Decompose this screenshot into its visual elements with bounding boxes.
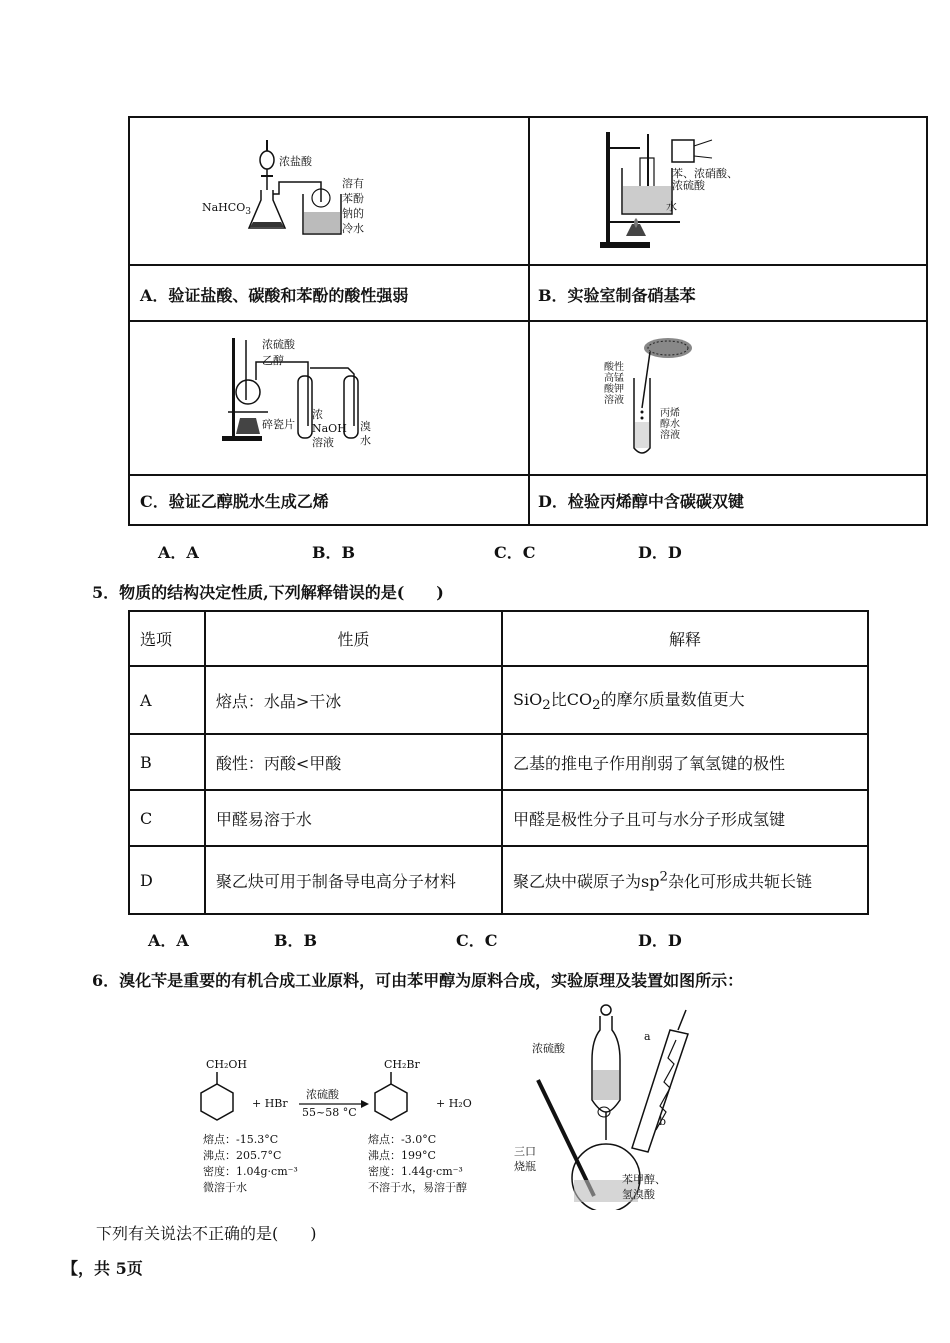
apparatus-c-drawing <box>218 330 378 450</box>
page-footer: 【，共 5页 <box>62 1259 143 1278</box>
q5-option-d[interactable]: D．D <box>638 931 682 950</box>
row-explanation: SiO$_2$比$CO_2$的摩尔质量数值更大 <box>502 666 868 734</box>
label-three-neck-flask: 三口 烧瓶 <box>514 1145 536 1173</box>
caption-d: D．检验丙烯醇中含碳碳双键 <box>538 492 744 511</box>
label-ethanol: 乙醇 <box>262 354 284 367</box>
label-water: 水 <box>666 200 677 213</box>
row-property: 酸性：丙酸<甲酸 <box>205 734 502 790</box>
label-benzene-mix: 苯、浓硝酸、 浓硫酸 <box>672 167 738 192</box>
apparatus-a-drawing <box>195 132 395 248</box>
plus-water: + H₂O <box>436 1097 472 1110</box>
label-conc-h2so4-q6: 浓硫酸 <box>532 1042 565 1055</box>
row-property: 甲醛易溶于水 <box>205 790 502 846</box>
row-option: C <box>129 790 205 846</box>
row-option: B <box>129 734 205 790</box>
label-bromine-water: 溴 水 <box>360 420 371 447</box>
q5-question: 5．物质的结构决定性质,下列解释错误的是( ) <box>92 583 444 602</box>
product-group: CH₂Br <box>384 1058 420 1071</box>
row-option: A <box>129 666 205 734</box>
row-option: D <box>129 846 205 914</box>
plus-hbr: + HBr <box>252 1097 288 1110</box>
caption-b: B．实验室制备硝基苯 <box>538 286 696 305</box>
header-option: 选项 <box>129 611 205 666</box>
table-row <box>129 666 868 734</box>
table-row <box>129 790 868 846</box>
row-property: 熔点：水晶>干冰 <box>205 666 502 734</box>
q4-option-a[interactable]: A．A <box>158 543 199 562</box>
q4-option-b[interactable]: B．B <box>312 543 356 562</box>
table-header-row <box>129 611 868 666</box>
table-row <box>129 846 868 914</box>
label-nahco3: NaHCO$_3$ <box>202 201 252 218</box>
table-row <box>129 734 868 790</box>
reactant-properties: 熔点：-15.3°C 沸点：205.7°C 密度：1.04g·cm⁻³ 微溶于水 <box>203 1133 298 1194</box>
grid-divider-h2 <box>130 320 926 322</box>
label-allyl-alcohol: 丙烯 醇水 溶液 <box>660 408 680 441</box>
label-porcelain-chips: 碎瓷片 <box>262 418 295 431</box>
header-property: 性质 <box>205 611 502 666</box>
label-conc-h2so4-c: 浓硫酸 <box>262 338 295 351</box>
label-phenoxide-solution: 溶有 苯酚 钠的 冷水 <box>342 177 364 235</box>
row-explanation: 乙基的推电子作用削弱了氧氢键的极性 <box>502 734 868 790</box>
label-a: a <box>644 1030 651 1043</box>
three-neck-flask-apparatus <box>520 1000 720 1210</box>
q5-option-c[interactable]: C．C <box>456 931 498 950</box>
row-explanation: 甲醛是极性分子且可与水分子形成氢键 <box>502 790 868 846</box>
grid-divider-h3 <box>130 474 926 476</box>
q6-subquestion: 下列有关说法不正确的是( ) <box>96 1224 317 1243</box>
grid-divider-h1 <box>130 264 926 266</box>
reactant-group: CH₂OH <box>206 1058 248 1071</box>
q5-table <box>128 610 869 915</box>
q5-option-a[interactable]: A．A <box>148 931 189 950</box>
q6-question: 6．溴化苄是重要的有机合成工业原料，可由苯甲醇为原料合成，实验原理及装置如图所示： <box>92 971 744 990</box>
label-b: b <box>659 1115 667 1128</box>
q4-option-d[interactable]: D．D <box>638 543 682 562</box>
condition-top: 浓硫酸 <box>306 1088 339 1101</box>
row-explanation: 聚乙炔中碳原子为$sp^2$杂化可形成共轭长链 <box>502 846 868 914</box>
caption-c: C．验证乙醇脱水生成乙烯 <box>140 492 329 511</box>
product-properties: 熔点：-3.0°C 沸点：199°C 密度：1.44g·cm⁻³ 不溶于水，易溶于醇 <box>368 1133 467 1194</box>
header-explanation: 解释 <box>502 611 868 666</box>
label-kmno4: 酸性 高锰 酸钾 溶液 <box>604 362 624 406</box>
condition-bottom: 55~58 °C <box>302 1106 357 1119</box>
caption-a: A．验证盐酸、碳酸和苯酚的酸性强弱 <box>140 286 409 305</box>
label-conc-hcl: 浓盐酸 <box>279 155 312 168</box>
label-reaction-mixture: 苯甲醇、 氢溴酸 <box>622 1173 666 1201</box>
label-naoh-solution: 浓 NaOH 溶液 <box>312 408 347 449</box>
q5-option-b[interactable]: B．B <box>274 931 318 950</box>
row-property: 聚乙炔可用于制备导电高分子材料 <box>205 846 502 914</box>
q4-option-c[interactable]: C．C <box>494 543 536 562</box>
